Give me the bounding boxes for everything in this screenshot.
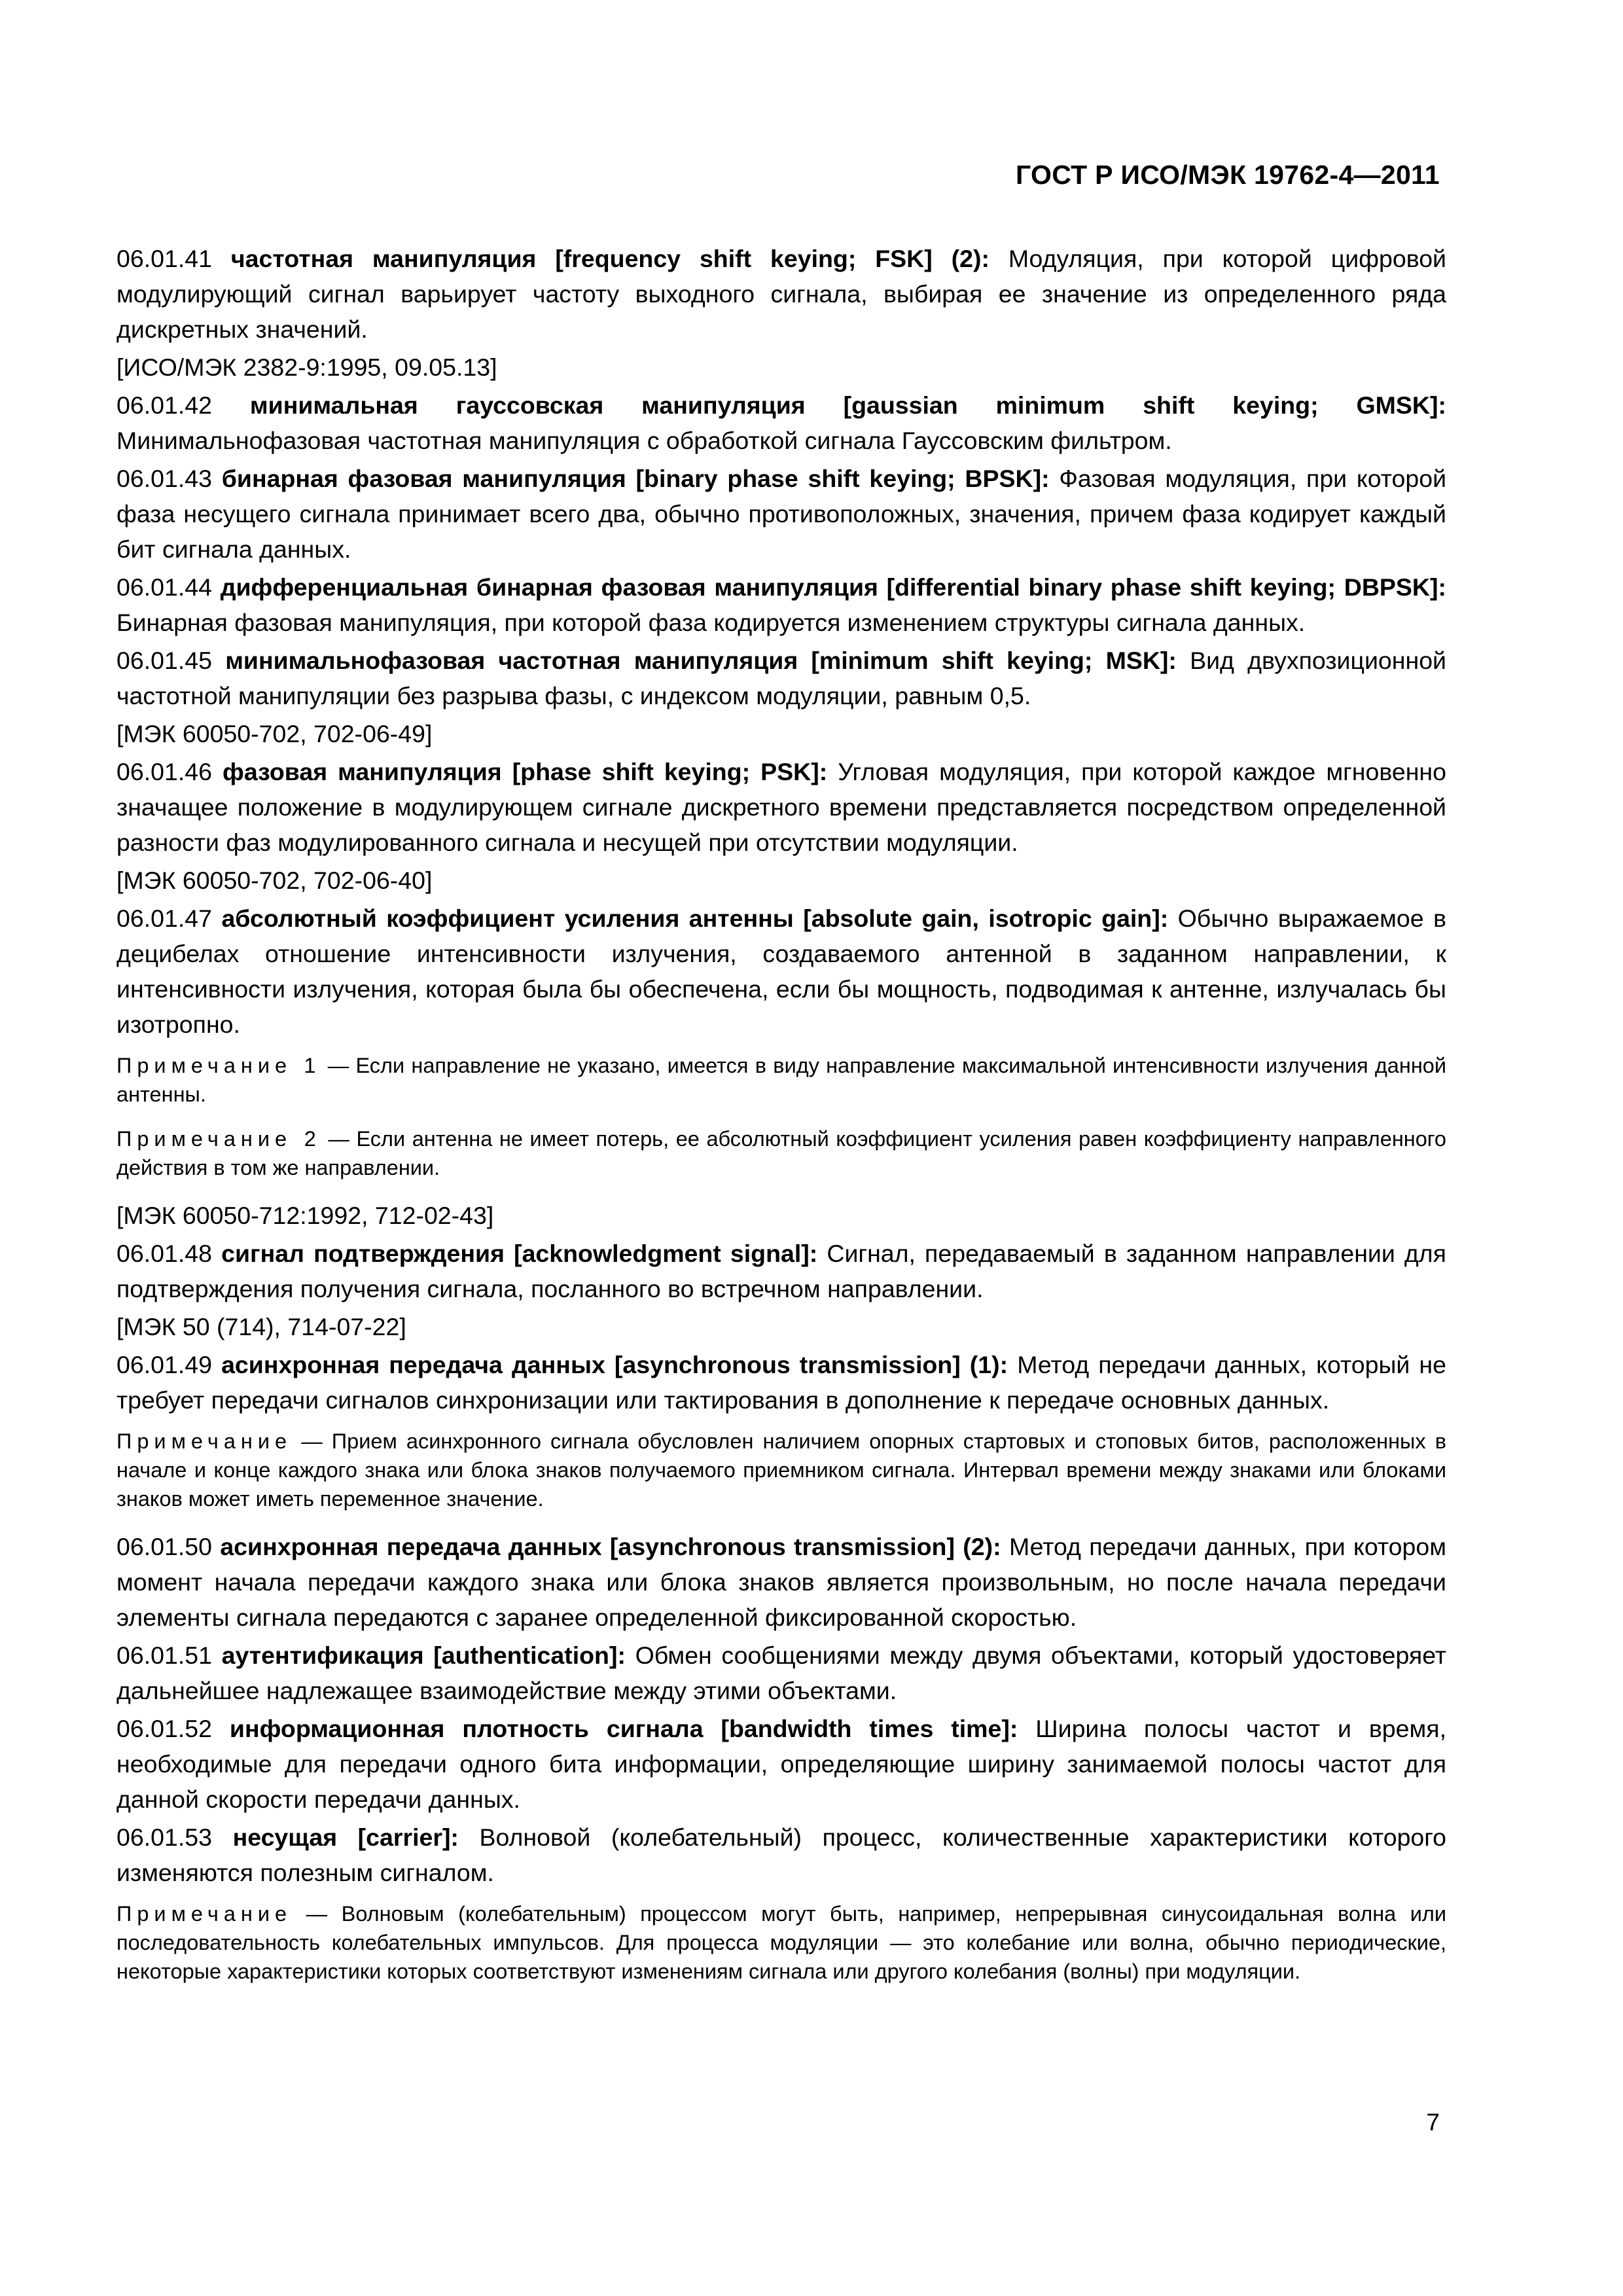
entry-code: 06.01.45	[116, 647, 212, 674]
term-entry	[116, 901, 1446, 1042]
entry-definition: Вид двухпозиционной частотной манипуляции без разрыва фазы, с индексом модуляции, равным 0,5.	[116, 647, 1446, 709]
note-label: Примечание	[116, 1902, 293, 1926]
note-text: — Волновым (колебательным) процессом могут быть, например, непрерывная синусоидальная волна или последовательность колебательных импульсов. Для процесса модуляции — это колебание или волна, обычно периодические, некоторые характеристики которых соответствуют изменениям сигнала или другого колебания (волны) при модуляции.	[116, 1902, 1446, 1983]
term-entry	[116, 1236, 1446, 1306]
entry-definition: Минимальнофазовая частотная манипуляция с обработкой сигнала Гауссовским фильтром.	[116, 427, 1172, 454]
entry-term: фазовая манипуляция [phase shift keying; PSK]:	[223, 758, 828, 785]
entry-term: минимальнофазовая частотная манипуляция [minimum shift keying; MSK]:	[225, 647, 1177, 674]
note-text: — Прием асинхронного сигнала обусловлен наличием опорных стартовых и стоповых битов, расположенных в начале и конце каждого знака или блока знаков получаемого приемником сигнала. Интервал времени между знаками или блоками знаков может иметь переменное значение.	[116, 1429, 1446, 1511]
term-entry	[116, 1711, 1446, 1817]
standard-designation: ГОСТ Р ИСО/МЭК 19762-4—2011	[1016, 160, 1440, 190]
entry-term: минимальная гауссовская манипуляция [gaussian minimum shift keying; GMSK]:	[249, 391, 1446, 419]
term-entry	[116, 387, 1446, 458]
entry-term: асинхронная передача данных [asynchronous transmission] (1):	[221, 1351, 1008, 1378]
term-entry	[116, 569, 1446, 640]
term-entry	[116, 241, 1446, 347]
entry-definition: Метод передачи данных, который не требует передачи сигналов синхронизации или тактирования в дополнение к передаче основных данных.	[116, 1351, 1446, 1414]
document-body	[116, 241, 1446, 2001]
entry-code: 06.01.52	[116, 1715, 212, 1742]
entry-code: 06.01.46	[116, 758, 212, 785]
note	[116, 1124, 1446, 1182]
entry-code: 06.01.48	[116, 1240, 212, 1267]
entry-definition: Сигнал, передаваемый в заданном направлении для подтверждения получения сигнала, посланного во встречном направлении.	[116, 1240, 1446, 1302]
entry-definition: Фазовая модуляция, при которой фаза несущего сигнала принимает всего два, обычно противоположных, значения, причем фаза кодирует каждый бит сигнала данных.	[116, 465, 1447, 563]
term-entry	[116, 643, 1446, 713]
entry-code: 06.01.41	[116, 245, 212, 272]
entry-term: несущая [carrier]:	[232, 1823, 459, 1851]
entry-code: 06.01.47	[116, 905, 212, 932]
entry-code: 06.01.42	[116, 391, 212, 419]
source-reference: [МЭК 60050-702, 702-06-40]	[116, 867, 433, 894]
source-reference: [ИСО/МЭК 2382-9:1995, 09.05.13]	[116, 353, 497, 381]
source-reference: [МЭК 50 (714), 714-07-22]	[116, 1313, 406, 1340]
entry-code: 06.01.53	[116, 1823, 212, 1851]
note	[116, 1899, 1446, 1986]
entry-term: бинарная фазовая манипуляция [binary phase shift keying; BPSK]:	[221, 465, 1050, 492]
entry-code: 06.01.49	[116, 1351, 212, 1378]
entry-term: аутентификация [authentication]:	[221, 1641, 626, 1669]
term-entry	[116, 461, 1446, 567]
entry-definition: Обычно выражаемое в децибелах отношение интенсивности излучения, создаваемого антенной в заданном направлении, к интенсивности излучения, которая была бы обеспечена, если бы мощность, подводимая к антенне, излучалась бы изотропно.	[116, 905, 1447, 1038]
entry-term: асинхронная передача данных [asynchronous transmission] (2):	[220, 1533, 1001, 1560]
note-text: — Если направление не указано, имеется в виду направление максимальной интенсивности излучения данной антенны.	[116, 1054, 1447, 1106]
entry-term: информационная плотность сигнала [bandwidth times time]:	[229, 1715, 1018, 1742]
entry-definition: Бинарная фазовая манипуляция, при которой фаза кодируется изменением структуры сигнала данных.	[116, 609, 1306, 636]
note-text: — Если антенна не имеет потерь, ее абсолютный коэффициент усиления равен коэффициенту направленного действия в том же направлении.	[116, 1127, 1447, 1179]
source-reference: [МЭК 60050-712:1992, 712-02-43]	[116, 1202, 494, 1229]
term-entry	[116, 754, 1446, 860]
term-entry	[116, 1638, 1446, 1708]
entry-code: 06.01.43	[116, 465, 212, 492]
note	[116, 1427, 1446, 1513]
term-entry	[116, 1529, 1446, 1635]
term-entry	[116, 1820, 1446, 1890]
note-label: Примечание 1	[116, 1054, 321, 1077]
entry-definition: Волновой (колебательный) процесс, количественные характеристики которого изменяются полезным сигналом.	[116, 1823, 1446, 1886]
source-reference: [МЭК 60050-702, 702-06-49]	[116, 720, 433, 747]
entry-code: 06.01.44	[116, 573, 212, 601]
entry-definition: Ширина полосы частот и время, необходимые для передачи одного бита информации, определяющие ширину занимаемой полосы частот для данной скорости передачи данных.	[116, 1715, 1446, 1813]
page-number: 7	[1426, 2109, 1440, 2136]
entry-definition: Метод передачи данных, при котором момент начала передачи каждого знака или блока знаков является произвольным, но после начала передачи элементы сигнала передаются с заранее определенной фиксированной скоростью.	[116, 1533, 1447, 1631]
entry-code: 06.01.51	[116, 1641, 212, 1669]
note-label: Примечание 2	[116, 1127, 321, 1151]
entry-term: частотная манипуляция [frequency shift keying; FSK] (2):	[230, 245, 990, 272]
entry-term: абсолютный коэффициент усиления антенны [absolute gain, isotropic gain]:	[221, 905, 1169, 932]
entry-definition: Модуляция, при которой цифровой модулирующий сигнал варьирует частоту выходного сигнала, выбирая ее значение из определенного ряда дискретных значений.	[116, 245, 1447, 343]
term-entry	[116, 1347, 1446, 1418]
entry-term: сигнал подтверждения [acknowledgment signal]:	[221, 1240, 818, 1267]
note-label: Примечание	[116, 1429, 293, 1453]
note	[116, 1051, 1446, 1109]
entry-definition: Обмен сообщениями между двумя объектами, который удостоверяет дальнейшее надлежащее взаимодействие между этими объектами.	[116, 1641, 1447, 1704]
entry-term: дифференциальная бинарная фазовая манипуляция [differential binary phase shift keying; DBPSK]:	[220, 573, 1446, 601]
entry-code: 06.01.50	[116, 1533, 212, 1560]
entry-definition: Угловая модуляция, при которой каждое мгновенно значащее положение в модулирующем сигнале дискретного времени представляется посредством определенной разности фаз модулированного сигнала и несущей при отсутствии модуляции.	[116, 758, 1446, 856]
